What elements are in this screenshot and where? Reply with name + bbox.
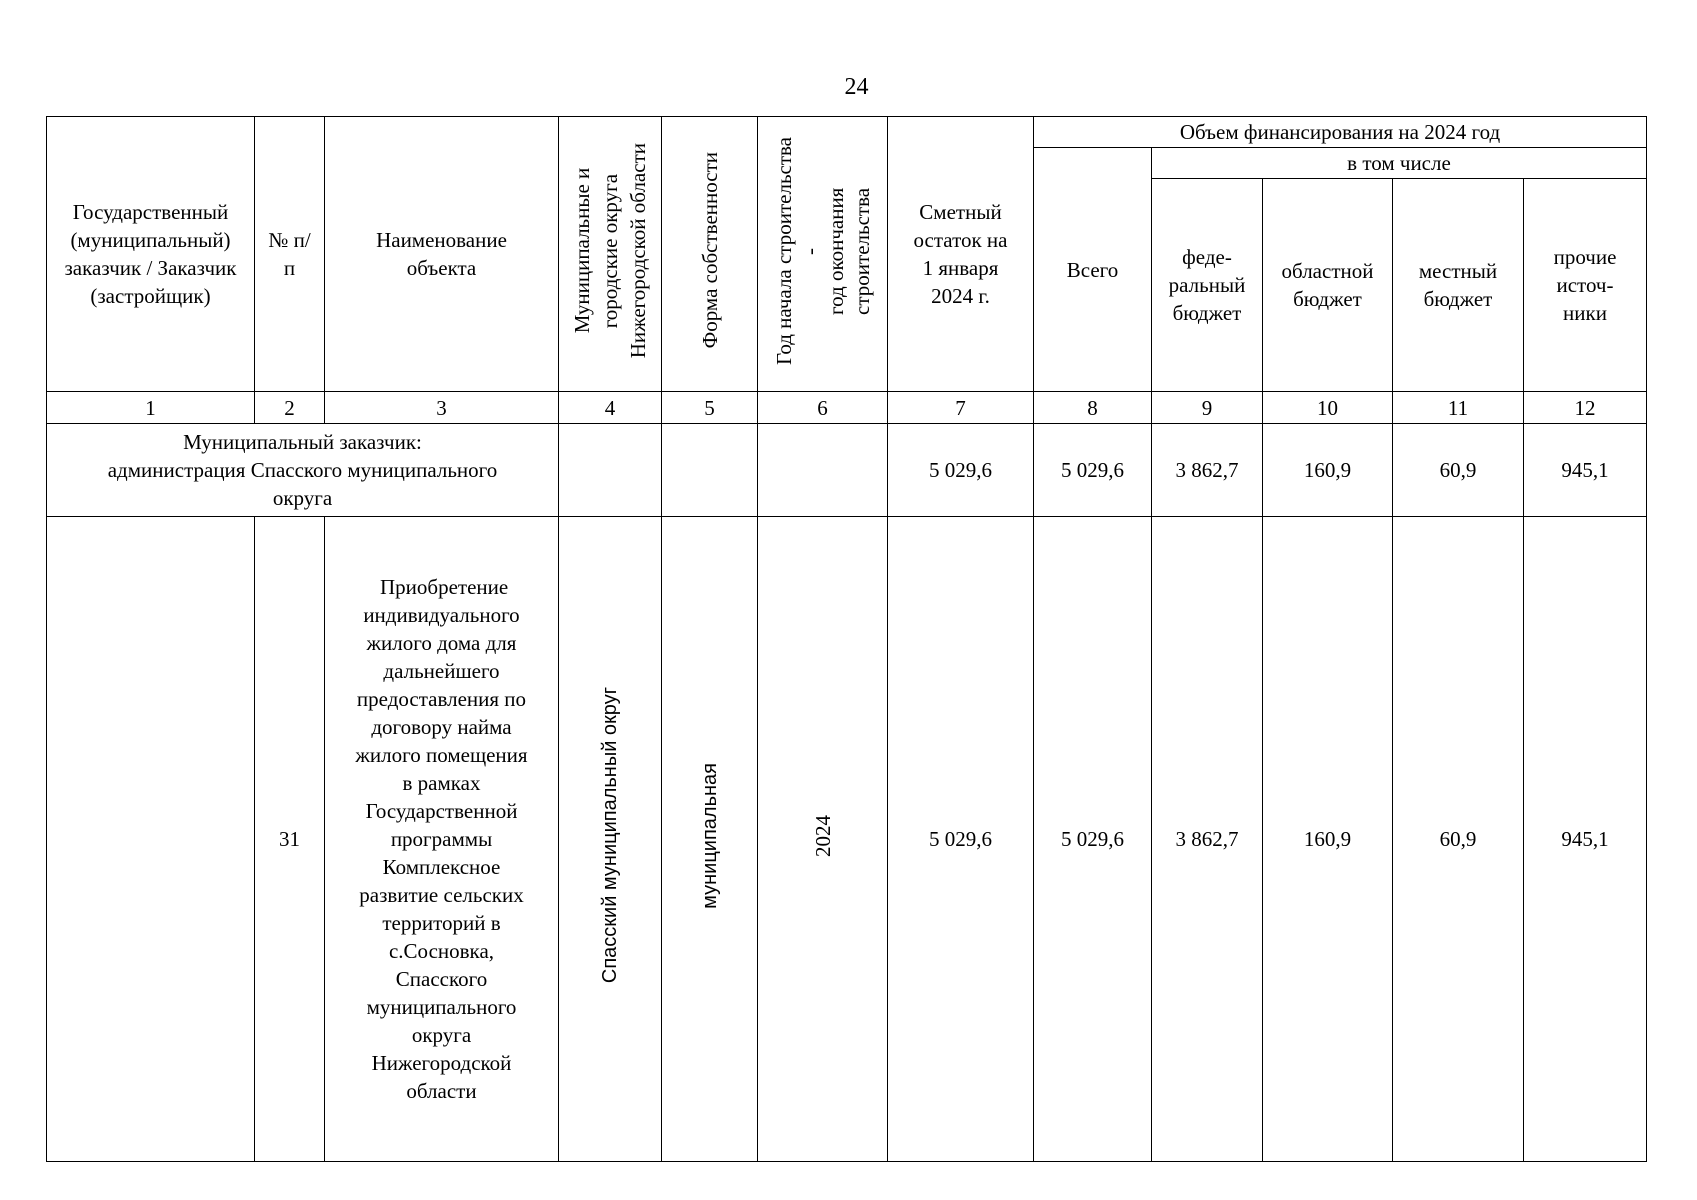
page-number: 24 (844, 74, 869, 100)
row-estimate: 5 029,6 (888, 517, 1034, 1162)
row-federal: 3 862,7 (1152, 517, 1263, 1162)
row-ownership-text: муниципальная (698, 762, 721, 909)
column-number: 5 (662, 392, 758, 424)
group-estimate: 5 029,6 (888, 424, 1034, 517)
header-customer: Государственный (муниципальный) заказчик / Заказчик (застройщик) (47, 117, 255, 392)
header-total: Всего (1034, 148, 1152, 392)
header-other: прочие источ- ники (1524, 179, 1647, 392)
group-total: 5 029,6 (1034, 424, 1152, 517)
column-number: 2 (255, 392, 325, 424)
row-total: 5 029,6 (1034, 517, 1152, 1162)
column-number: 8 (1034, 392, 1152, 424)
column-number: 10 (1263, 392, 1393, 424)
group-customer-label: Муниципальный заказчик: администрация Спасского муниципального округа (47, 424, 559, 517)
column-numbers-row (47, 392, 1647, 424)
header-estimate: Сметный остаток на 1 января 2024 г. (888, 117, 1034, 392)
row-district-text: Спасский муниципальный округ (599, 687, 621, 984)
column-number: 4 (559, 392, 662, 424)
header-including: в том числе (1152, 148, 1647, 179)
group-row (47, 424, 1647, 517)
group-local: 60,9 (1393, 424, 1524, 517)
header-num: № п/п (255, 117, 325, 392)
group-empty-cell (662, 424, 758, 517)
group-federal: 3 862,7 (1152, 424, 1263, 517)
row-regional: 160,9 (1263, 517, 1393, 1162)
header-districts (559, 117, 662, 392)
header-districts-text: Муниципальные и городские округа Нижегородской области (570, 142, 650, 359)
column-number: 3 (325, 392, 559, 424)
row-num: 31 (255, 517, 325, 1162)
header-ownership (662, 117, 758, 392)
header-regional: областной бюджет (1263, 179, 1393, 392)
header-row-1 (47, 117, 1647, 148)
group-other: 945,1 (1524, 424, 1647, 517)
header-local: местный бюджет (1393, 179, 1524, 392)
row-years (758, 517, 888, 1162)
construction-financing-table (46, 116, 1647, 1162)
group-regional: 160,9 (1263, 424, 1393, 517)
column-number: 1 (47, 392, 255, 424)
row-local: 60,9 (1393, 517, 1524, 1162)
row-other: 945,1 (1524, 517, 1647, 1162)
header-financing: Объем финансирования на 2024 год (1034, 117, 1647, 148)
row-ownership (662, 517, 758, 1162)
header-object-name: Наименование объекта (325, 117, 559, 392)
row-customer-empty (47, 517, 255, 1162)
header-federal: феде- ральный бюджет (1152, 179, 1263, 392)
row-object-name: Приобретение индивидуального жилого дома для дальнейшего предоставления по договору найма жилого помещения в рамках Государственной программы Комплексное развитие сельских территорий в с.Сосновка, Спасского муниципального округа Нижегородской области (325, 517, 559, 1162)
column-number: 7 (888, 392, 1034, 424)
row-district (559, 517, 662, 1162)
column-number: 6 (758, 392, 888, 424)
column-number: 12 (1524, 392, 1647, 424)
row-years-text: 2024 (810, 814, 835, 857)
header-ownership-text: Форма собственности (697, 152, 722, 349)
header-years (758, 117, 888, 392)
column-number: 9 (1152, 392, 1263, 424)
group-empty-cell (559, 424, 662, 517)
group-empty-cell (758, 424, 888, 517)
header-years-text: Год начала строительства - год окончания строительства (771, 136, 874, 365)
column-number: 11 (1393, 392, 1524, 424)
table-row (47, 517, 1647, 1162)
